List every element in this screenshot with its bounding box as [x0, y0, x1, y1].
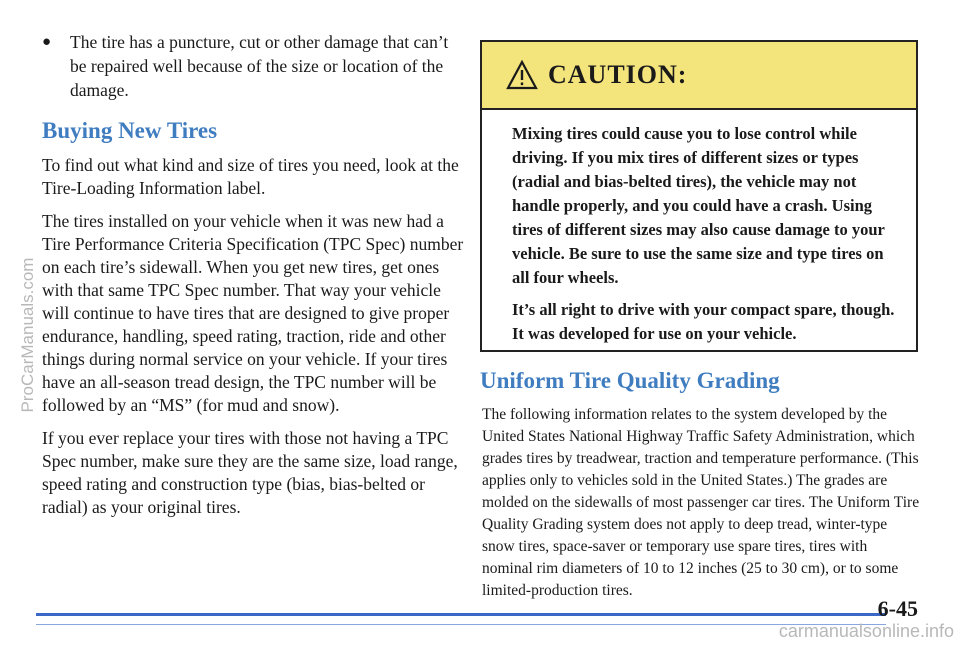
paragraph: To find out what kind and size of tires you need, look at the Tire-Loading Information label. [42, 155, 459, 198]
caution-body [482, 110, 916, 346]
section-heading-uniform-tire-quality: Uniform Tire Quality Grading [480, 368, 780, 393]
left-column [42, 30, 467, 529]
right-column [480, 40, 920, 602]
paragraph: The tires installed on your vehicle when it was new had a Tire Performance Criteria Specification (TPC Spec) number on each tire’s sidewall. When you get new tires, get ones with that same TPC Spec number. That way your vehicle will continue to have tires that are designed to give proper endurance, handling, speed rating, traction, ride and other things during normal service on your vehicle. If your tires have an all-season tread design, the TPC number will be followed by an “MS” (for mud and snow). [42, 211, 464, 415]
page-number: 6-45 [877, 596, 918, 621]
caution-header [482, 42, 916, 110]
paragraph: If you ever replace your tires with those not having a TPC Spec number, make sure they are the same size, load range, speed rating and construction type (bias, bias-belted or radial) as your original tires. [42, 428, 458, 517]
bullet-text: The tire has a puncture, cut or other damage that can’t be repaired well because of the size or location of the damage. [70, 32, 449, 100]
section-heading-buying-new-tires: Buying New Tires [42, 118, 218, 143]
caution-paragraph: It’s all right to drive with your compact spare, though. It was developed for use on your vehicle. [512, 300, 895, 343]
caution-box [480, 40, 918, 352]
bullet-item [42, 30, 467, 102]
footer-rule [36, 613, 886, 616]
bottom-watermark: carmanualsonline.info [778, 621, 954, 641]
paragraph: The following information relates to the system developed by the United States National Highway Traffic Safety Administration, which grades tires by treadwear, traction and temperature performance. (This applies only to vehicles sold in the United States.) The grades are molded on the sidewalls of most passenger car tires. The Uniform Tire Quality Grading system does not apply to deep tread, winter-type snow tires, space-saver or temporary use spare tires, tires with nominal rim diameters of 10 to 12 inches (25 to 30 cm), or to some limited-production tires. [482, 406, 920, 599]
caution-paragraph: Mixing tires could cause you to lose control while driving. If you mix tires of different sizes or types (radial and bias-belted tires), the vehicle may not handle properly, and you could have a crash. Using tires of different sizes may also cause damage to your vehicle. Be sure to use the same size and type tires on all four wheels. [512, 124, 885, 287]
warning-triangle-icon [506, 60, 538, 90]
side-watermark: ProCarManuals.com [18, 257, 37, 413]
bullet-icon: ● [42, 34, 52, 50]
caution-title: CAUTION: [548, 60, 688, 89]
footer-rule-thin [36, 624, 886, 625]
